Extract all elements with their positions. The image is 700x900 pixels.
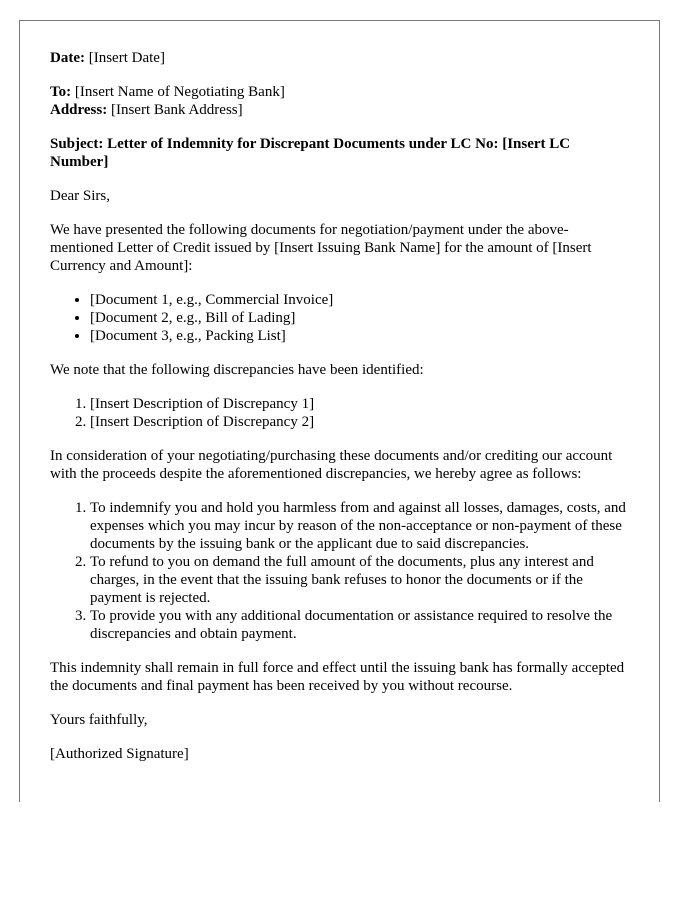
list-item: 2. [Insert Description of Discrepancy 2] (90, 413, 629, 431)
closing-paragraph: This indemnity shall remain in full force and effect until the issuing bank has formally accepted the documents and final payment has been received by you without recourse. (50, 660, 625, 694)
agreements-list (50, 499, 629, 643)
subject-line: Subject: Letter of Indemnity for Discrepant Documents under LC No: [Insert LC Number] (50, 136, 571, 170)
list-item: 1. [Insert Description of Discrepancy 1] (90, 395, 629, 413)
list-item: 3. To provide you with any additional documentation or assistance required to resolve the discrepancies and obtain payment. (90, 607, 629, 643)
indemnity-letter (19, 20, 660, 802)
list-item: 2. To refund to you on demand the full amount of the documents, plus any interest and charges, in the event that the issuing bank refuses to honor the documents or if the payment is rejected. (90, 553, 629, 607)
sign-off: Yours faithfully, (50, 712, 148, 728)
discrepancy-intro: We note that the following discrepancies have been identified: (50, 362, 424, 378)
signature-placeholder: [Authorized Signature] (50, 746, 189, 762)
to-value: [Insert Name of Negotiating Bank] (71, 84, 285, 100)
recipient-line (50, 83, 629, 101)
list-item: • [Document 1, e.g., Commercial Invoice] (90, 291, 629, 309)
date-line (50, 49, 629, 67)
list-item: 1. To indemnify you and hold you harmless from and against all losses, damages, costs, and expenses which you may incur by reason of the non-acceptance or non-payment of these documents by the issuing bank or the applicant due to said discrepancies. (90, 499, 629, 553)
salutation: Dear Sirs, (50, 188, 110, 204)
intro-paragraph: We have presented the following documents for negotiation/payment under the above-mentioned Letter of Credit issued by [Insert Issuing Bank Name] for the amount of [Insert Currency and Amount]: (50, 222, 592, 274)
documents-list (50, 291, 629, 345)
list-item: • [Document 3, e.g., Packing List] (90, 327, 629, 345)
address-label: Address: (50, 102, 108, 118)
date-label: Date: (50, 50, 85, 66)
date-value: [Insert Date] (84, 50, 165, 66)
to-label: To: (50, 84, 72, 100)
list-item: • [Document 2, e.g., Bill of Lading] (90, 309, 629, 327)
discrepancies-list (50, 395, 629, 431)
address-line (50, 101, 629, 119)
address-value: [Insert Bank Address] (107, 102, 243, 118)
consideration-paragraph: In consideration of your negotiating/purchasing these documents and/or crediting our account with the proceeds despite the aforementioned discrepancies, we hereby agree as follows: (50, 448, 613, 482)
